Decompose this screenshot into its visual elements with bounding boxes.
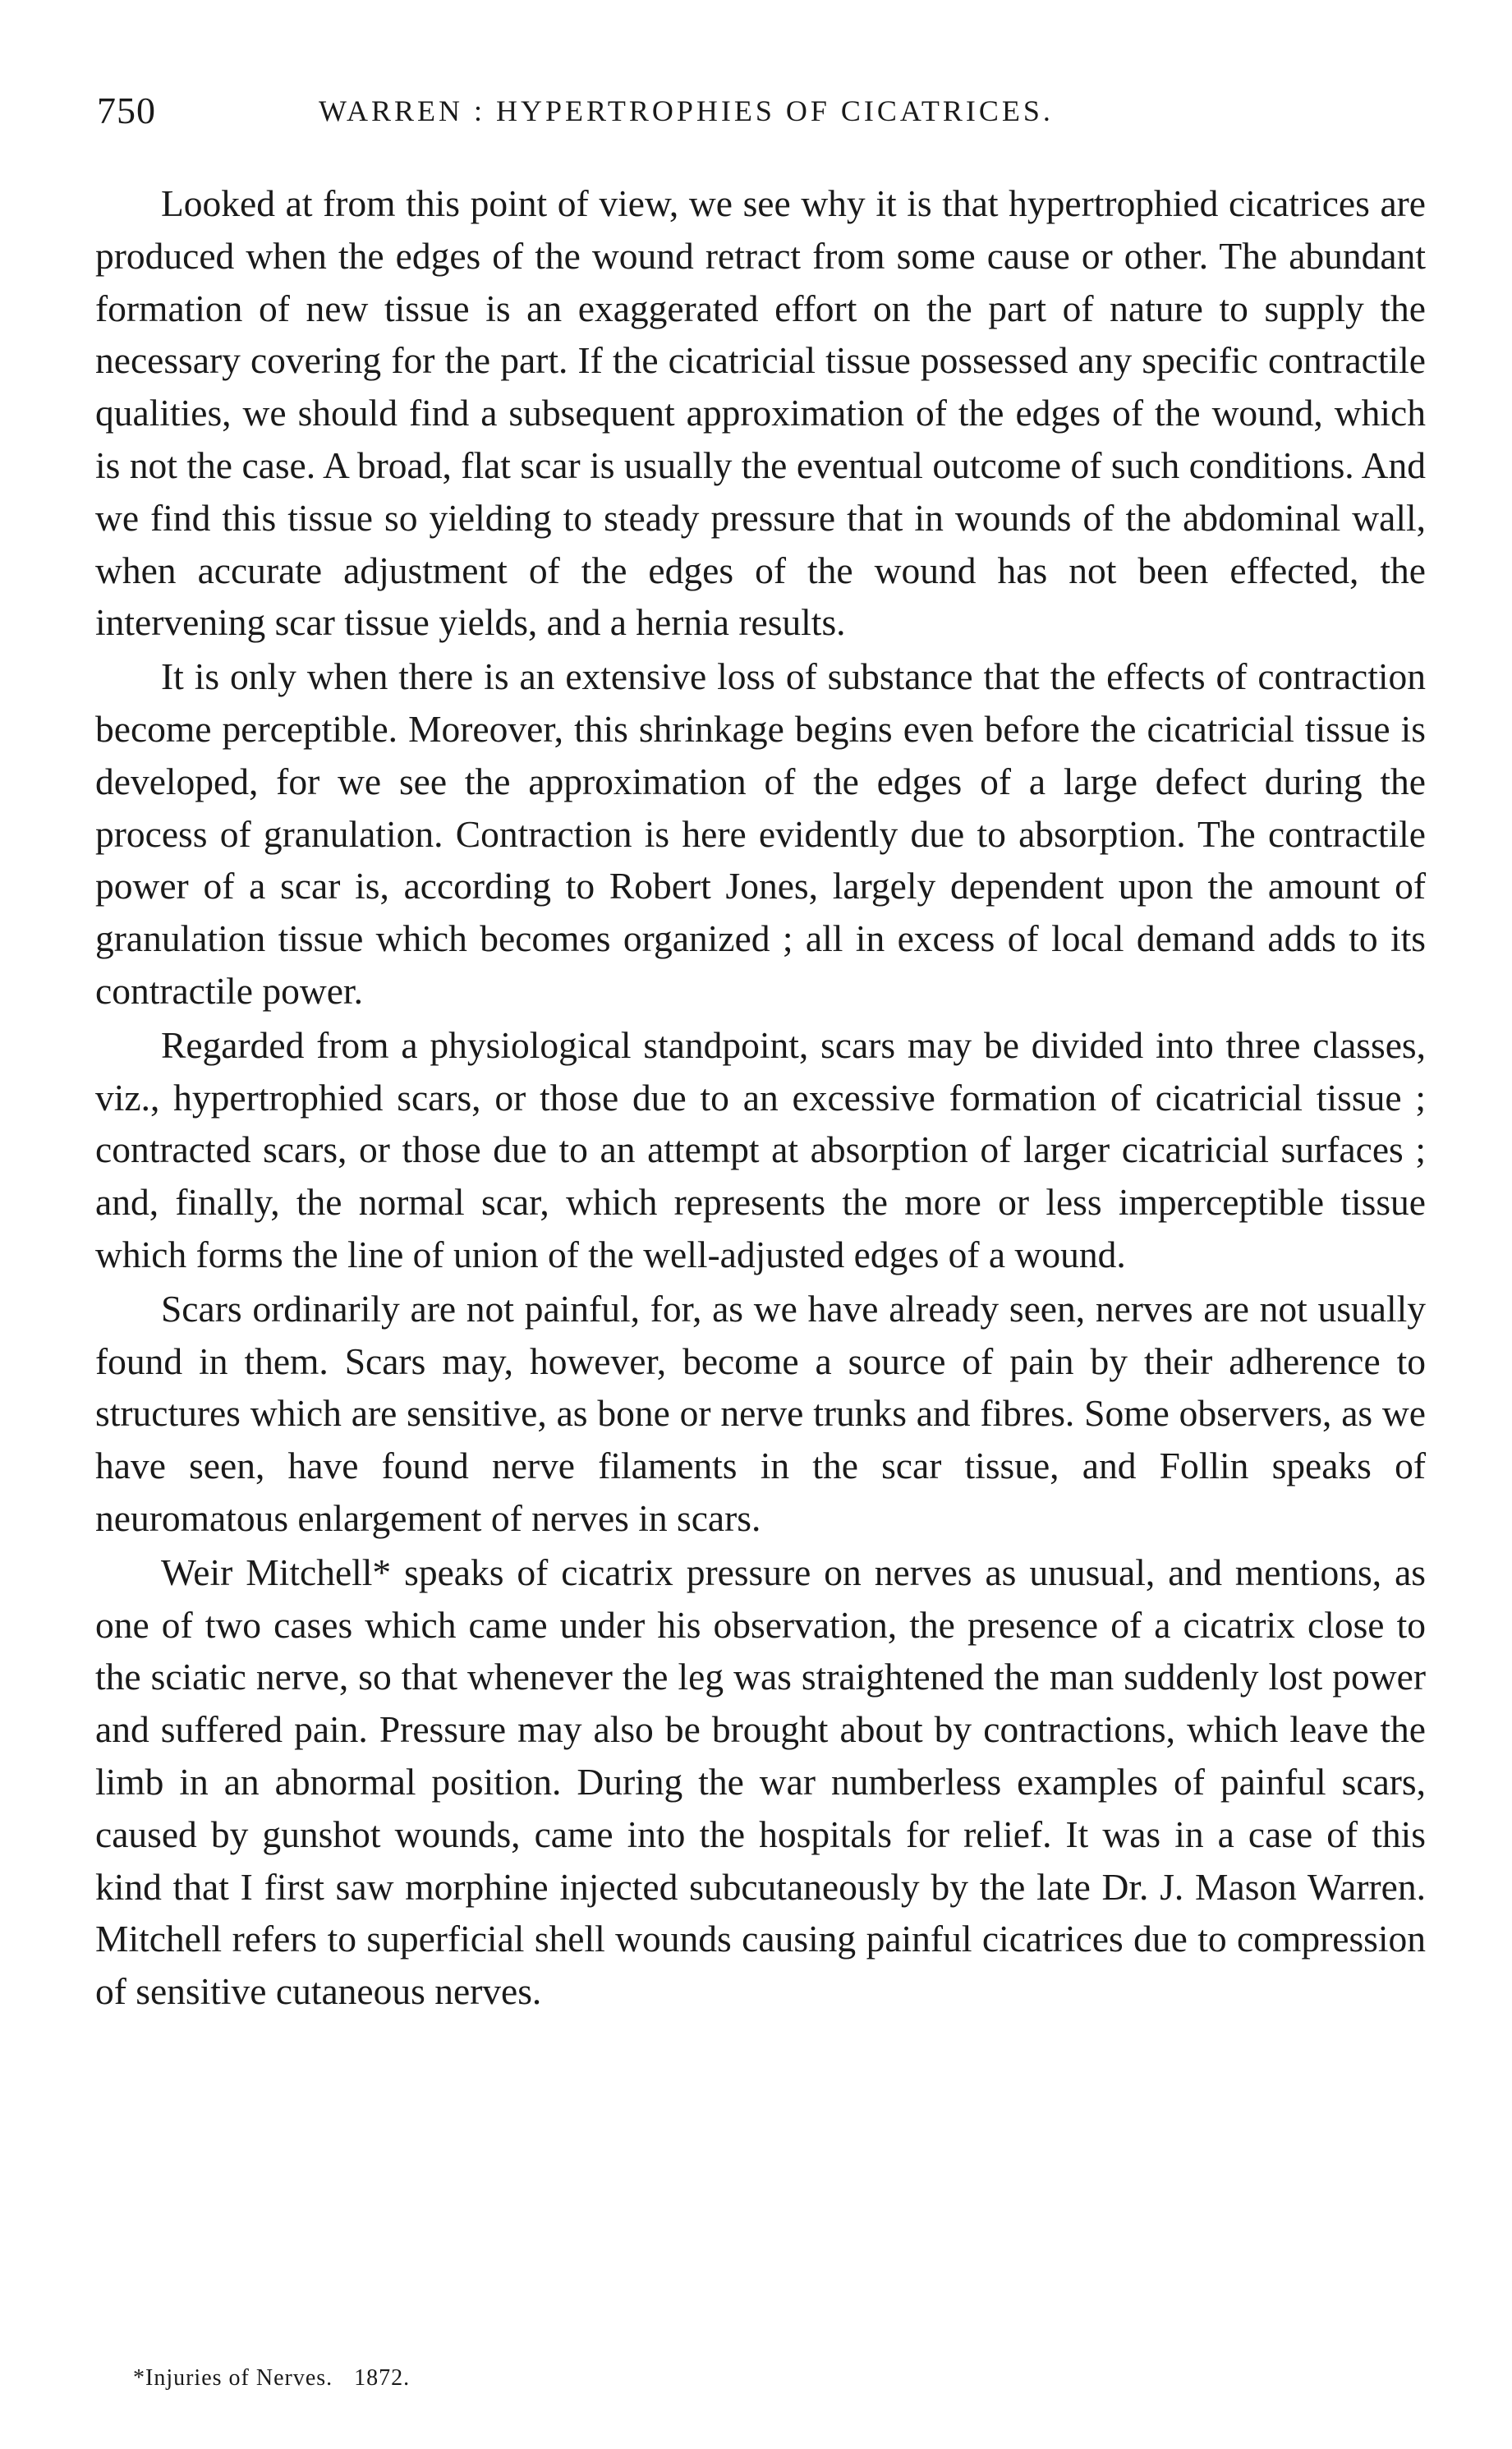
paragraph-4: Scars ordinarily are not painful, for, as we have already seen, nerves are not usually found in them. Scars may, however, become a source of pain by their adherence to structures which are sensitive, as bone or nerve trunks and fibres. Some observers, as we have seen, have found nerve filaments in the scar tissue, and Follin speaks of neuromatous enlargement of nerves in scars. [95, 1287, 1426, 1539]
paragraph-2: It is only when there is an extensive loss of substance that the effects of contraction become perceptible. Moreover, this shrinkage begins even before the cicatricial tissue is developed, for we see the approximation of the edges of a large defect during the process of granulation. Contraction is here evidently due to absorption. The contractile power of a scar is, according to Robert Jones, largely dependent upon the amount of granulation tissue which becomes organized ; all in excess of local demand adds to its contractile power. [95, 655, 1426, 1012]
body-text [95, 177, 1426, 2019]
paragraph-1: Looked at from this point of view, we see why it is that hypertrophied cicatrices are produced when the edges of the wound retract from some cause or other. The abundant formation of new tissue is an exaggerated effort on the part of nature to supply the necessary covering for the part. If the cicatricial tissue possessed any specific contractile qualities, we should find a subsequent approximation of the edges of the wound, which is not the case. A broad, flat scar is usually the eventual outcome of such conditions. And we find this tissue so yielding to steady pressure that in wounds of the abdominal wall, when accurate adjustment of the edges of the wound has not been effected, the intervening scar tissue yields, and a hernia results. [95, 182, 1426, 644]
footnote [133, 2365, 410, 2392]
paragraph-5: Weir Mitchell* speaks of cicatrix pressure on nerves as unusual, and mentions, as one of two cases which came under his observation, the presence of a cicatrix close to the sciatic nerve, so that whenever the leg was straightened the man suddenly lost power and suffered pain. Pressure may also be brought about by contractions, which leave the limb in an abnormal position. During the war numberless examples of painful scars, caused by gunshot wounds, came into the hospitals for relief. It was in a case of this kind that I first saw morphine injected subcutaneously by the late Dr. J. Mason Warren. Mitchell refers to superficial shell wounds causing painful cicatrices due to compression of sensitive cutaneous nerves. [95, 1551, 1426, 2013]
paragraph-3: Regarded from a physiological standpoint, scars may be divided into three classes, viz., hypertrophied scars, or those due to an excessive formation of cicatricial tissue ; contracted scars, or those due to an attempt at absorption of larger cicatricial surfaces ; and, finally, the normal scar, which represents the more or less imperceptible tissue which forms the line of union of the well-adjusted edges of a wound. [95, 1023, 1426, 1275]
running-title: WARREN : HYPERTROPHIES OF CICATRICES. [319, 94, 1054, 127]
footnote-text: *Injuries of Nerves. [133, 2365, 333, 2391]
page-number: 750 [97, 90, 156, 131]
footnote-year: 1872. [354, 2365, 411, 2391]
running-head [97, 89, 1444, 138]
